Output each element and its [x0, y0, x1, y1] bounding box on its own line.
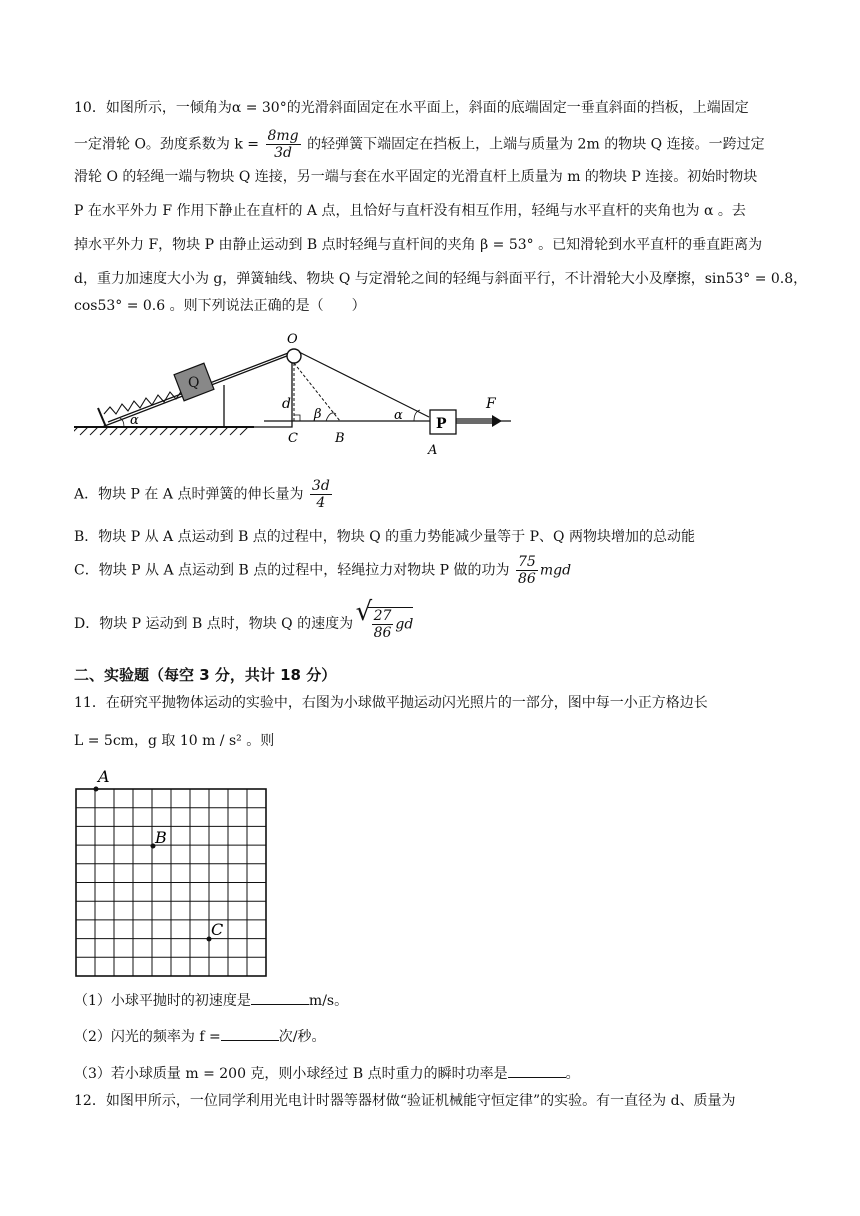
- incline-pulley-figure: [74, 330, 524, 465]
- label-grid-C: C: [211, 920, 224, 939]
- spring-constant-fraction: [266, 128, 301, 161]
- q11-sub-1-blank[interactable]: [251, 990, 309, 1005]
- q11-line-1: 11．在研究平抛物体运动的实验中，右图为小球做平抛运动闪光照片的一部分，图中每一小正方格边长: [74, 695, 708, 711]
- option-a-fraction: [310, 478, 332, 511]
- q11-sub-3-blank[interactable]: [508, 1063, 566, 1078]
- projectile-grid-figure: [70, 768, 280, 980]
- q11-sub-1-text: （1）小球平抛时的初速度是: [74, 993, 251, 1009]
- option-c-text: C．物块 P 从 A 点运动到 B 点的过程中，轻绳拉力对物块 P 做的功为: [74, 562, 510, 579]
- label-grid-A: A: [98, 768, 110, 786]
- label-alpha-incline: α: [130, 413, 139, 428]
- option-d-numerator: √ 27: [373, 608, 392, 624]
- label-grid-B: B: [155, 828, 167, 847]
- spring-constant-denominator: 3d: [274, 145, 293, 161]
- spring-constant-numerator: 8mg: [267, 128, 299, 144]
- point-A: [94, 787, 99, 792]
- option-a-numerator: 3d: [311, 478, 330, 494]
- q10-line-5: 掉水平外力 F，物块 P 由静止运动到 B 点时轻绳与直杆间的夹角 β = 53° 。已知滑轮到水平直杆的垂直距离为: [74, 237, 763, 253]
- q10-line-1: 10．如图所示，一倾角为α = 30°的光滑斜面固定在水平面上，斜面的底端固定一垂直斜面的挡板，上端固定: [74, 100, 749, 116]
- option-a: [74, 478, 334, 511]
- label-A: A: [428, 443, 438, 458]
- q10-line-2b: 的轻弹簧下端固定在挡板上，上端与质量为 2m 的物块 Q 连接。一跨过定: [307, 136, 765, 153]
- label-beta: β: [314, 407, 322, 422]
- label-B: B: [335, 431, 345, 446]
- option-c-numerator: 75: [518, 554, 536, 570]
- section-2-title: 二、实验题（每空 3 分，共计 18 分）: [74, 666, 337, 684]
- label-P: P: [436, 416, 447, 432]
- label-alpha-rod: α: [394, 408, 403, 423]
- label-Q: Q: [188, 375, 200, 391]
- option-a-denominator: 4: [316, 495, 326, 511]
- option-b: B．物块 P 从 A 点运动到 B 点的过程中，物块 Q 的重力势能减少量等于 P、Q 两物块增加的总动能: [74, 529, 695, 545]
- q11-sub-3-text: （3）若小球质量 m = 200 克，则小球经过 B 点时重力的瞬时功率是: [74, 1066, 508, 1082]
- label-d: d: [282, 396, 291, 412]
- q11-sub-2-text: （2）闪光的频率为 f =: [74, 1029, 221, 1045]
- q10-line-3: 滑轮 O 的轻绳一端与物块 Q 连接，另一端与套在水平固定的光滑直杆上质量为 m 的物块 P 连接。初始时物块: [74, 169, 758, 185]
- option-c: [74, 554, 571, 587]
- q11-sub-2: [74, 1026, 325, 1047]
- q11-sub-2-blank[interactable]: [221, 1026, 279, 1041]
- q10-line-7: cos53° = 0.6 。则下列说法正确的是（ ）: [74, 298, 366, 314]
- option-d-denominator: 86: [373, 625, 392, 641]
- q11-sub-2-unit: 次/秒。: [278, 1029, 326, 1045]
- q10-line-4: P 在水平外力 F 作用下静止在直杆的 A 点，且恰好与直杆没有相互作用，轻绳与水平直杆的夹角也为 α 。去: [74, 203, 746, 219]
- q11-line-2: L = 5cm，g 取 10 m / s² 。则: [74, 733, 275, 749]
- label-C: C: [288, 431, 298, 446]
- q11-sub-1-unit: m/s。: [308, 993, 349, 1009]
- q11-sub-3: [74, 1063, 580, 1084]
- q10-line-2: [74, 128, 796, 161]
- q10-line-6: d，重力加速度大小为 g，弹簧轴线、物块 Q 与定滑轮之间的轻绳与斜面平行，不计滑轮大小及摩擦，sin53° = 0.8，: [74, 271, 808, 287]
- option-a-text: A．物块 P 在 A 点时弹簧的伸长量为: [74, 486, 304, 503]
- option-d: [74, 607, 413, 641]
- option-c-denominator: 86: [518, 571, 536, 587]
- option-d-sqrt: [368, 607, 414, 641]
- label-F: F: [486, 396, 496, 412]
- q10-line-2a: 一定滑轮 O。劲度系数为 k =: [74, 136, 260, 153]
- option-c-fraction: [516, 554, 538, 587]
- option-d-fraction: [372, 608, 394, 641]
- label-O: O: [287, 332, 298, 347]
- option-c-tail: mgd: [539, 562, 572, 579]
- option-d-text: D．物块 P 运动到 B 点时，物块 Q 的速度为: [74, 616, 354, 632]
- option-d-tail: gd: [395, 616, 414, 633]
- q12-line-1: 12．如图甲所示，一位同学利用光电计时器等器材做“验证机械能守恒定律”的实验。有一直径为 d、质量为: [74, 1093, 736, 1109]
- q11-sub-3-tail: 。: [565, 1066, 580, 1082]
- q11-sub-1: [74, 990, 348, 1011]
